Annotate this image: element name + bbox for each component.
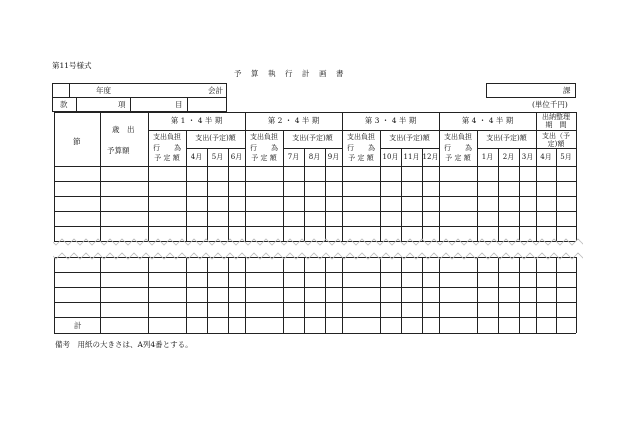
kou-label: 項	[118, 100, 126, 109]
shishutsu-label: 支出(予定)額	[389, 134, 430, 142]
divider	[69, 83, 70, 98]
quarter-label-line	[245, 130, 342, 131]
column-line	[498, 166, 499, 241]
column-line	[422, 166, 423, 241]
month-label: 2月	[502, 153, 515, 161]
column-line	[519, 166, 520, 241]
yosangaku-header: 予算額	[107, 146, 130, 155]
quarter-label: 第 2 ・ 4 半 期	[267, 116, 320, 125]
futan-label: 行 為	[153, 144, 181, 152]
column-line	[439, 166, 440, 241]
column-line	[556, 166, 557, 241]
unit-label: (単位千円)	[532, 100, 568, 109]
ka-label: 課	[563, 86, 571, 95]
month-label: 10月	[382, 153, 399, 161]
column-line	[536, 166, 537, 241]
futan-label: 支出負担	[250, 133, 278, 141]
month-label: 7月	[287, 153, 300, 161]
page-break-edge	[53, 238, 583, 246]
column-line	[380, 166, 381, 241]
month-label: 4月	[190, 153, 203, 161]
month-label: 4月	[540, 153, 552, 161]
futan-label: 支出負担	[153, 133, 181, 141]
form-title: 予 算 執 行 計 画 書	[234, 69, 345, 78]
quarter-label-line	[148, 130, 245, 131]
column-line	[477, 257, 478, 333]
column-line	[228, 257, 229, 333]
month-label: 12月	[422, 153, 439, 161]
quarter-label: 第 1 ・ 4 半 期	[170, 116, 223, 125]
month-label: 5月	[560, 153, 572, 161]
month-label: 5月	[211, 153, 224, 161]
month-label: 6月	[230, 153, 243, 161]
column-line	[576, 166, 577, 241]
month-label: 3月	[521, 153, 534, 161]
seiri-line	[536, 130, 576, 131]
column-line	[228, 166, 229, 241]
column-line	[245, 257, 246, 333]
futan-label: 支出負担	[347, 133, 375, 141]
column-line	[186, 257, 187, 333]
column-line	[422, 257, 423, 333]
column-line	[283, 166, 284, 241]
form-number: 第11号様式	[52, 61, 92, 70]
column-line	[54, 166, 55, 241]
column-line	[342, 257, 343, 333]
column-line	[245, 166, 246, 241]
quarter-label: 第 4 ・ 4 半 期	[461, 116, 514, 125]
column-line	[498, 257, 499, 333]
futan-label: 予 定 額	[154, 154, 180, 162]
quarter-label-line	[439, 130, 536, 131]
page-break-edge	[53, 252, 583, 260]
month-label-line	[186, 148, 245, 149]
seiri-label: 出納整理	[542, 113, 570, 121]
futan-label: 予 定 額	[348, 154, 374, 162]
column-line	[207, 166, 208, 241]
column-line	[536, 257, 537, 333]
column-line	[283, 257, 284, 333]
kaikei-label: 会計	[208, 86, 223, 95]
year-account-field[interactable]	[52, 83, 227, 98]
seiri-label: 定)額	[547, 140, 565, 148]
futan-label: 予 定 額	[251, 154, 277, 162]
nendo-label: 年度	[96, 86, 111, 95]
saishutsu-header: 歳 出	[112, 125, 135, 134]
column-line	[325, 166, 326, 241]
column-line	[54, 257, 55, 333]
column-line	[304, 257, 305, 333]
column-line	[401, 166, 402, 241]
shishutsu-label: 支出(予定)額	[195, 134, 236, 142]
column-line	[576, 257, 577, 333]
futan-label: 支出負担	[444, 133, 472, 141]
note-text: 備考 用紙の大きさは、A列4番とする。	[55, 340, 193, 349]
shishutsu-label: 支出(予定)額	[292, 134, 333, 142]
column-line	[439, 257, 440, 333]
column-line	[342, 166, 343, 241]
grid-line	[100, 112, 101, 166]
month-label: 8月	[308, 153, 321, 161]
futan-label: 予 定 額	[445, 154, 471, 162]
column-line	[148, 257, 149, 333]
quarter-label-line	[342, 130, 439, 131]
column-line	[380, 257, 381, 333]
column-line	[325, 257, 326, 333]
quarter-label: 第 3 ・ 4 半 期	[364, 116, 417, 125]
column-line	[100, 166, 101, 241]
table-top-border	[54, 112, 576, 113]
column-line	[100, 257, 101, 333]
row-line	[54, 333, 576, 334]
grid-line	[54, 112, 55, 166]
column-line	[207, 257, 208, 333]
grid-line	[576, 112, 577, 166]
moku-label: 目	[175, 100, 183, 109]
month-label-line	[477, 148, 536, 149]
month-label: 9月	[327, 153, 340, 161]
column-line	[519, 257, 520, 333]
shishutsu-label: 支出(予定)額	[486, 134, 527, 142]
month-label-line	[380, 148, 439, 149]
futan-label: 行 為	[347, 144, 375, 152]
column-line	[556, 257, 557, 333]
futan-label: 行 為	[444, 144, 472, 152]
column-line	[148, 166, 149, 241]
seiri-label: 期 間	[545, 121, 567, 129]
month-label: 11月	[403, 153, 420, 161]
seiri-label: 支出（予	[542, 132, 570, 140]
column-line	[401, 257, 402, 333]
column-line	[477, 166, 478, 241]
column-line	[304, 166, 305, 241]
month-label-line	[283, 148, 342, 149]
kei-label: 計	[74, 321, 82, 330]
month-label: 1月	[481, 153, 494, 161]
column-line	[186, 166, 187, 241]
setsu-header: 節	[73, 137, 81, 146]
kan-kou-moku-row[interactable]	[52, 97, 227, 112]
futan-label: 行 為	[250, 144, 278, 152]
kan-label: 款	[60, 100, 68, 109]
